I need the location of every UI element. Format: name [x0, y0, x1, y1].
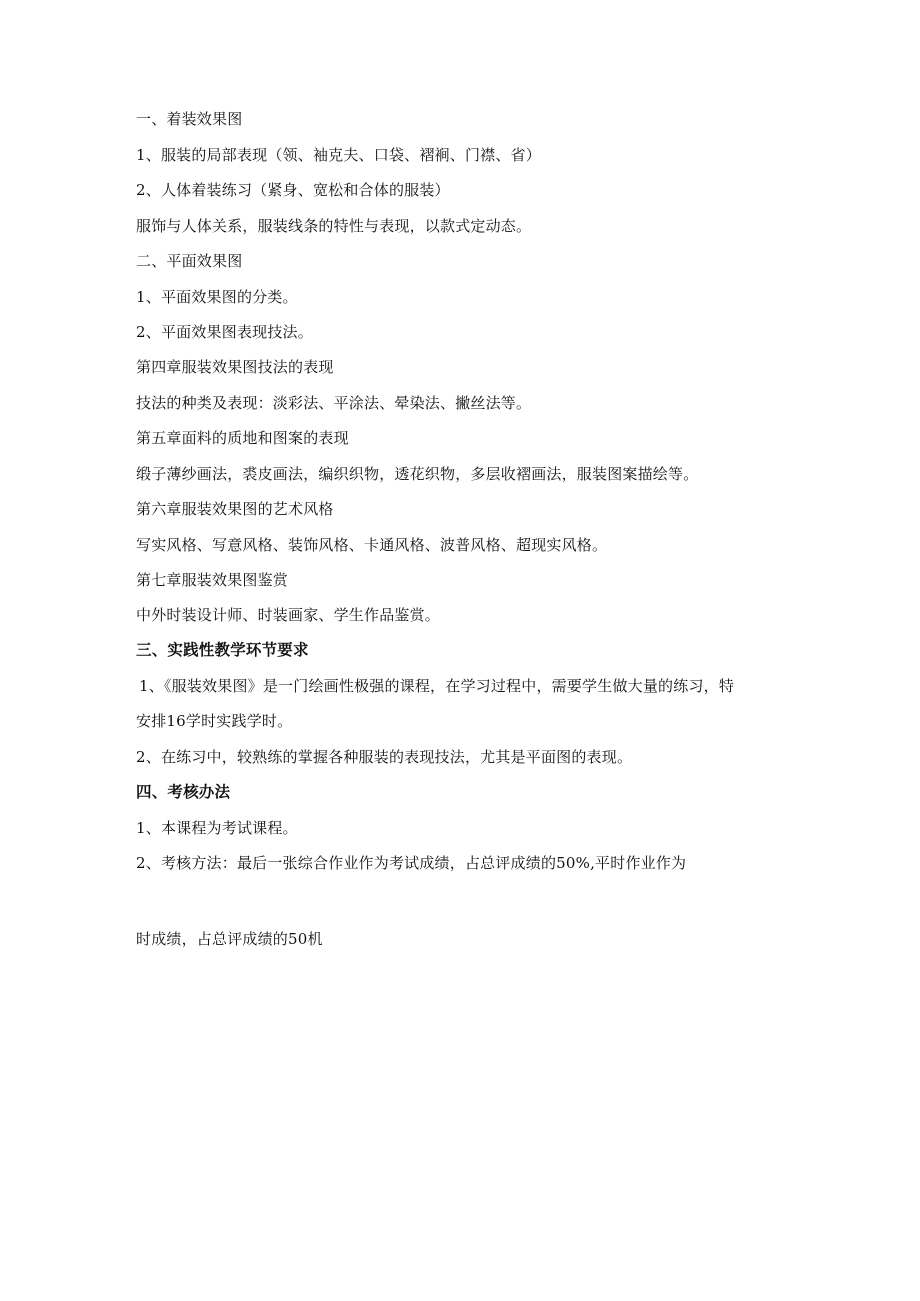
text-line: 服饰与人体关系，服装线条的特性与表现，以款式定动态。 [136, 217, 532, 235]
text-line: 2、平面效果图表现技法。 [136, 323, 313, 341]
chapter-7-title: 第七章服装效果图鉴赏 [136, 571, 289, 589]
text-line: 缎子薄纱画法，裘皮画法，编织织物，透花织物，多层收褶画法，服装图案描绘等。 [136, 465, 699, 483]
text-line: 1、本课程为考试课程。 [136, 819, 298, 837]
text-line: 1、平面效果图的分类。 [136, 288, 298, 306]
heading-practice-requirements: 三、实践性教学环节要求 [136, 641, 309, 659]
text-line: 2、在练习中，较熟练的掌握各种服装的表现技法，尤其是平面图的表现。 [136, 748, 633, 766]
text-line: 安排16学时实践学时。 [136, 712, 293, 730]
text-line: 中外时装设计师、时装画家、学生作品鉴赏。 [136, 606, 441, 624]
text-line: 1、服装的局部表现（领、袖克夫、口袋、褶裥、门襟、省） [136, 146, 541, 164]
heading-assessment: 四、考核办法 [136, 783, 231, 801]
chapter-5-title: 第五章面料的质地和图案的表现 [136, 429, 349, 447]
chapter-6-title: 第六章服装效果图的艺术风格 [136, 500, 334, 518]
text-line: 2、人体着装练习（紧身、宽松和合体的服装） [136, 181, 450, 199]
text-line: 1、《服装效果图》是一门绘画性极强的课程，在学习过程中，需要学生做大量的练习，特 [139, 677, 735, 695]
text-line: 2、考核方法：最后一张综合作业作为考试成绩，占总评成绩的50%,平时作业作为 [136, 854, 687, 872]
text-line: 写实风格、写意风格、装饰风格、卡通风格、波普风格、超现实风格。 [136, 536, 608, 554]
heading-costume-effect: 一、着装效果图 [136, 110, 243, 128]
heading-flat-effect: 二、平面效果图 [136, 252, 243, 270]
chapter-4-title: 第四章服装效果图技法的表现 [136, 358, 334, 376]
text-line: 技法的种类及表现：淡彩法、平涂法、晕染法、撇丝法等。 [136, 394, 532, 412]
text-line: 时成绩，占总评成绩的50机 [136, 930, 323, 948]
